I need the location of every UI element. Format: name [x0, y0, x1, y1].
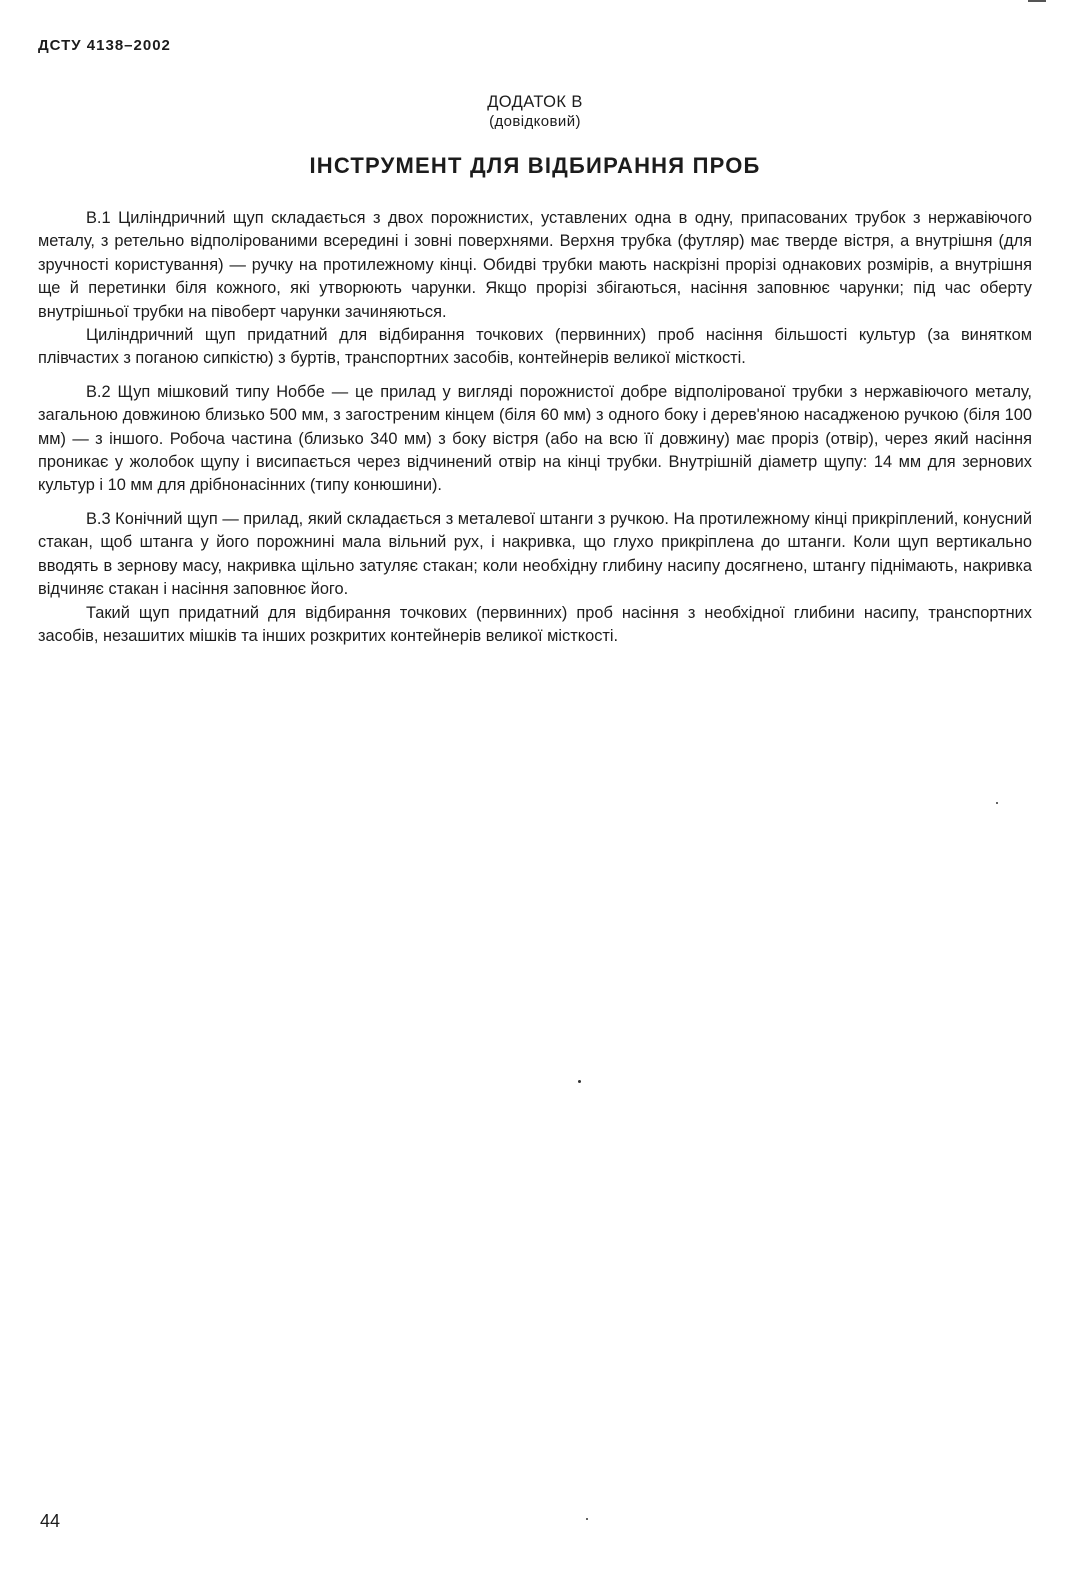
page-title: ІНСТРУМЕНТ ДЛЯ ВІДБИРАННЯ ПРОБ — [309, 153, 761, 178]
annex-heading — [0, 92, 1070, 132]
page-number: 44 — [40, 1511, 61, 1531]
paragraph-b3: В.3 Конічний щуп — прилад, який складається з металевої штанги з ручкою. На протилежному кінці прикріплений, конусний стакан, щоб штанга у його порожнині мала вільний рух, і накривка, що глухо прикріплена до штанги. Коли щуп вертикально вводять в зернову масу, накривка щільно затуляє стакан; коли необхідну глибину насипу досягнено, штангу піднімають, накривка відчиняє стакан і насіння заповнює його. — [38, 509, 1032, 599]
scan-speck — [578, 1080, 581, 1083]
paragraph-b2: В.2 Щуп мішковий типу Ноббе — це прилад у вигляді порожнистої добре відполірованої трубки з нержавіючого металу, загальною довжиною близько 500 мм, з загостреним кінцем (біля 60 мм) з одного боку і дерев'яною насадженою ручкою (біля 100 мм) — з іншого. Робоча частина (близько 340 мм) з боку вістря (або на всю її довжину) має проріз (отвір), через який насіння проникає у жолобок щупу і висипається через відчинений отвір на кінці трубки. Внутрішній діаметр щупу: 14 мм для зернових культур і 10 мм для дрібнонасінних (типу конюшини). — [38, 382, 1032, 495]
scan-speck — [996, 802, 998, 804]
body-text — [38, 207, 1032, 648]
scan-speck — [586, 1518, 588, 1520]
paragraph-b1-usage: Циліндричний щуп придатний для відбирання точкових (первинних) проб насіння більшості культур (за винятком плівчастих з поганою сипкістю) з буртів, транспортних засобів, контейнерів великої місткості. — [38, 326, 1032, 368]
standard-code: ДСТУ 4138–2002 — [38, 37, 171, 54]
annex-subtitle: (довідковий) — [489, 113, 581, 130]
annex-title: ДОДАТОК В — [487, 93, 583, 111]
paragraph-b1: В.1 Циліндричний щуп складається з двох порожнистих, уставлених одна в одну, припасованих трубок з нержавіючого металу, з ретельно відполірованими всередині і зовні поверхнями. Верхня трубка (футляр) має тверде вістря, а внутрішня (для зручності користування) — ручку на протилежному кінці. Обидві трубки мають наскрізні прорізі однакових розмірів, а внутрішня ще й перетинки біля кожного, які утворюють чарунки. Якщо прорізі збігаються, насіння заповнює чарунки; під час оберту внутрішньої трубки на півоберт чарунки зачиняються. — [38, 209, 1032, 321]
paragraph-b3-usage: Такий щуп придатний для відбирання точкових (первинних) проб насіння з необхідної глибини насипу, транспортних засобів, незашитих мішків та інших розкритих контейнерів великої місткості. — [38, 603, 1032, 645]
scan-edge-mark — [1028, 0, 1046, 2]
